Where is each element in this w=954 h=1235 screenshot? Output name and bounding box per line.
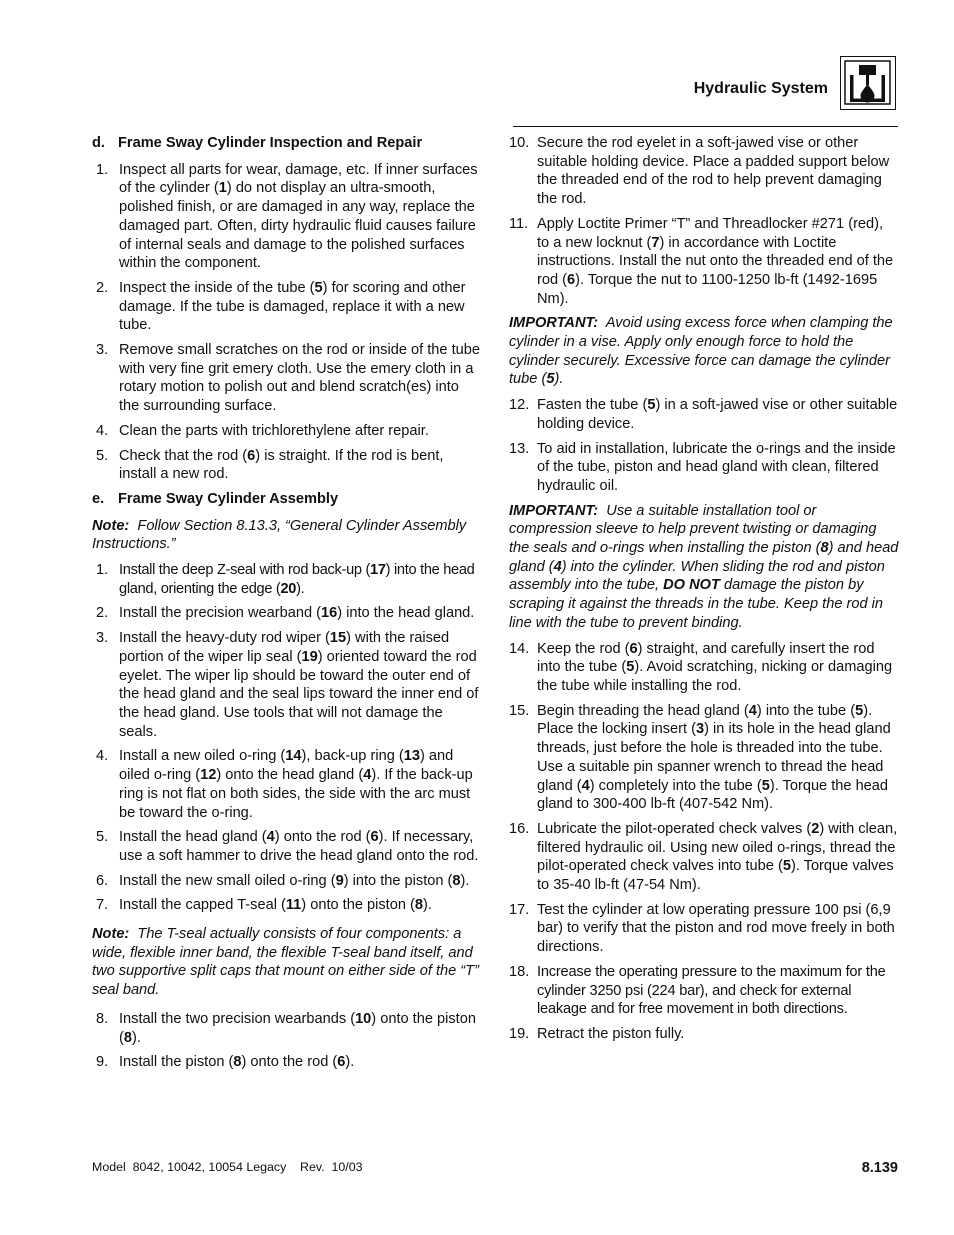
list-item: 5. Install the head gland (4) onto the rod (6). If necessary, use a soft hammer to drive the head gland onto the rod. — [96, 829, 479, 864]
important-note: IMPORTANT: Avoid using excess force when clamping the cylinder in a vise. Apply only enough force to hold the cylinder securely. Excessive force can damage the cylinder tube (5). — [509, 315, 893, 388]
page-number: 8.139 — [861, 1160, 898, 1176]
list-item: 13. To aid in installation, lubricate the o-rings and the inside of the tube, piston and head gland with clean, filtered hydraulic oil. — [509, 440, 896, 494]
important-note: IMPORTANT: Use a suitable installation tool or compression sleeve to help prevent twisting or damaging the seals and o-rings when installing the piston (8) and head gland (4) into the cylinder. When sliding the rod and piston assembly into the tube, DO NOT damage the piston by scraping it against the threads in the tube. Keep the rod in line with the tube to prevent binding. — [509, 502, 899, 631]
left-column — [92, 134, 482, 1078]
list-item: 18. Increase the operating pressure to the maximum for the cylinder 3250 psi (224 bar), and check for external leakage and for free movement in both directions. — [509, 963, 886, 1018]
note: Note: Follow Section 8.13.3, “General Cylinder Assembly Instructions.” — [92, 517, 467, 553]
list-item: 9. Install the piston (8) onto the rod (6). — [96, 1054, 355, 1071]
list-item: 1. Inspect all parts for wear, damage, etc. If inner surfaces of the cylinder (1) do not display an ultra-smooth, polished finish, or are damaged in any way, replace the damaged part. Often, dirty hydraulic fluid causes failure of internal seals and damage to the polished surfaces within the component. — [96, 161, 478, 272]
list-item: 1. Install the deep Z-seal with rod back-up (17) into the head gland, orienting the edge (20). — [96, 562, 475, 597]
list-item: 4. Install a new oiled o-ring (14), back-up ring (13) and oiled o-ring (12) onto the head gland (4). If the back-up ring is not flat on both sides, the side with the arc must be toward the o-ring. — [96, 748, 473, 821]
list-item: 8. Install the two precision wearbands (10) onto the piston (8). — [96, 1010, 476, 1046]
list-item: 3. Remove small scratches on the rod or inside of the tube with very fine grit emery cloth. Use the emery cloth in a rotary motion to polish out and blend scratch(es) into the surrounding surface. — [96, 342, 480, 415]
list-item: 16. Lubricate the pilot-operated check valves (2) with clean, filtered hydraulic oil. Using new oiled o-rings, thread the pilot-operated check valves into tube (5). Torque valves to 35-40 lb-ft (47-54 Nm). — [509, 820, 898, 894]
list-item: 3. Install the heavy-duty rod wiper (15) with the raised portion of the wiper lip seal (19) oriented toward the rod eyelet. The wiper lip should be toward the outer end of the head gland and the seal lips toward the inner end of the head gland. Use tools that will not damage the seals. — [96, 630, 479, 740]
list-item: 12. Fasten the tube (5) in a soft-jawed vise or other suitable holding device. — [509, 397, 898, 432]
list-item: 10. Secure the rod eyelet in a soft-jawed vise or other suitable holding device. Place a padded support below the threaded end of the rod to help prevent damaging the rod. — [509, 135, 890, 208]
list-item: 14. Keep the rod (6) straight, and carefully insert the rod into the tube (5). Avoid scratching, nicking or damaging the tube while installing the rod. — [509, 640, 893, 694]
hydraulic-drop-icon — [840, 56, 896, 110]
list-item: 5. Check that the rod (6) is straight. If the rod is bent, install a new rod. — [96, 447, 444, 483]
list-item: 4. Clean the parts with trichlorethylene after repair. — [96, 422, 429, 439]
list-item: 17. Test the cylinder at low operating pressure 100 psi (6,9 bar) to verify that the piston and rod move freely in both directions. — [509, 901, 895, 956]
list-item: 6. Install the new small oiled o-ring (9) into the piston (8). — [96, 872, 470, 889]
header-rule — [513, 126, 898, 127]
note: Note: The T-seal actually consists of four components: a wide, flexible inner band, the flexible T-seal band itself, and two supportive split caps that mount on either side of the “T” seal band. — [92, 926, 479, 999]
header-title: Hydraulic System — [693, 80, 828, 97]
list-item: 15. Begin threading the head gland (4) into the tube (5). Place the locking insert (3) in its hole in the head gland threads, just before the hole is threaded into the tube. Use a suitable pin spanner wrench to thread the head gland (4) completely into the tube (5). Torque the head gland to 300-400 lb-ft (407-542 Nm). — [509, 702, 891, 813]
footer-model: Model 8042, 10042, 10054 Legacy Rev. 10/03 — [92, 1160, 363, 1174]
list-item: 2. Install the precision wearband (16) into the head gland. — [96, 605, 475, 622]
list-item: 11. Apply Loctite Primer “T” and Threadlocker #271 (red), to a new locknut (7) in accordance with Loctite instructions. Install the nut onto the threaded end of the rod (6). Torque the nut to 1100-1250 lb-ft (1492-1695 Nm). — [509, 215, 894, 307]
section-e-heading: e. Frame Sway Cylinder Assembly — [92, 490, 339, 507]
list-item: 19. Retract the piston fully. — [509, 1025, 685, 1042]
list-item: 2. Inspect the inside of the tube (5) for scoring and other damage. If the tube is damaged, replace it with a new tube. — [96, 279, 466, 334]
right-column — [509, 134, 899, 1050]
section-d-heading: d. Frame Sway Cylinder Inspection and Repair — [92, 135, 423, 151]
list-item: 7. Install the capped T-seal (11) onto the piston (8). — [96, 897, 432, 914]
